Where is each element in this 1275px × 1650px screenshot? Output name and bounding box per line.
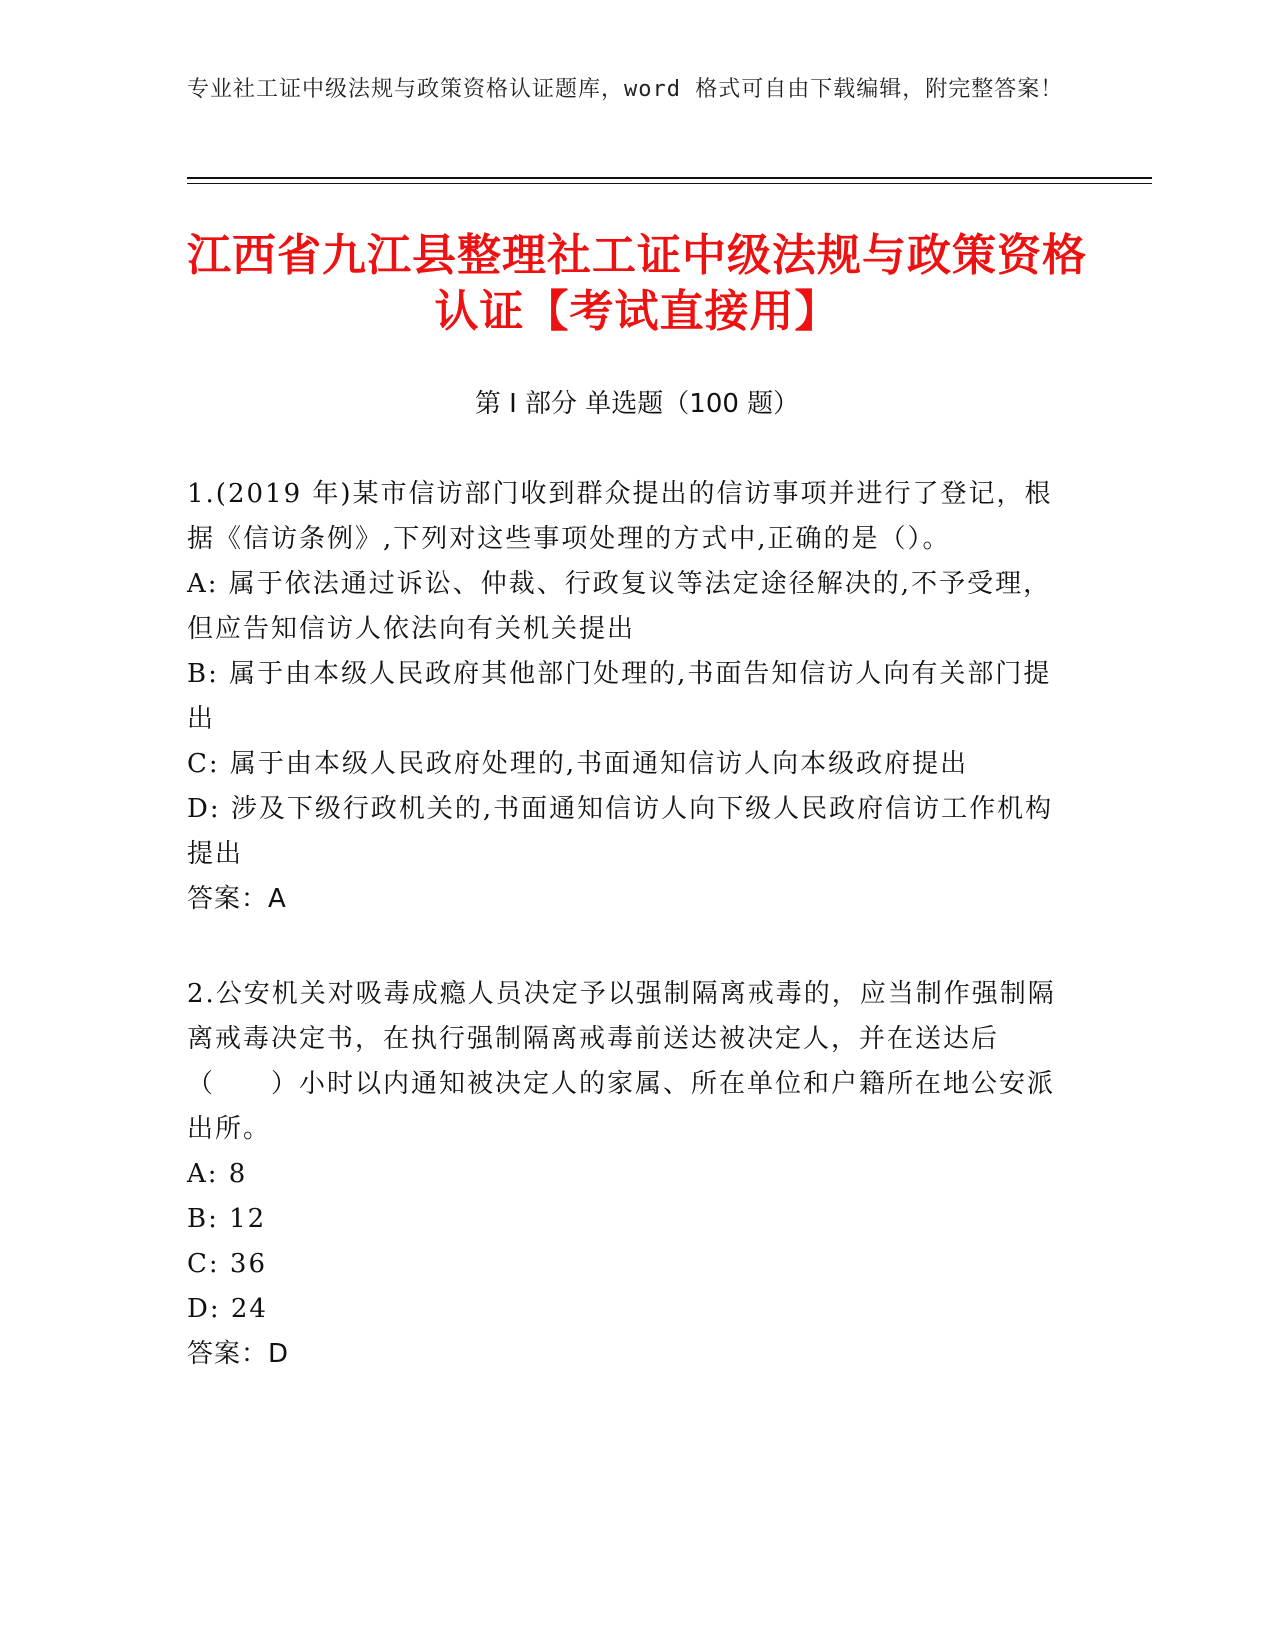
question-stem: 1.(2019 年)某市信访部门收到群众提出的信访事项并进行了登记，根据《信访条例》,下列对这些事项处理的方式中,正确的是（）。: [187, 479, 1053, 554]
header-divider-thin: [187, 183, 1152, 184]
option-c: C: 36: [187, 1249, 268, 1279]
option-c: C: 属于由本级人民政府处理的,书面通知信访人向本级政府提出: [187, 749, 969, 779]
question-stem: 2.公安机关对吸毒成瘾人员决定予以强制隔离戒毒的，应当制作强制隔离戒毒决定书，在执行强制隔离戒毒前送达被决定人，并在送达后（ ）小时以内通知被决定人的家属、所在单位和户籍所在地公安派出所。: [187, 979, 1056, 1144]
answer: 答案：D: [187, 1339, 290, 1369]
option-a: A: 属于依法通过诉讼、仲裁、行政复议等法定途径解决的,不予受理，但应告知信访人依法向有关机关提出: [187, 569, 1052, 644]
option-b: B: 12: [187, 1204, 267, 1234]
option-d: D: 涉及下级行政机关的,书面通知信访人向下级人民政府信访工作机构提出: [187, 794, 1054, 869]
document-title: 江西省九江县整理社工证中级法规与政策资格认证【考试直接用】: [187, 230, 1087, 337]
option-a: A: 8: [187, 1159, 248, 1189]
option-b: B: 属于由本级人民政府其他部门处理的,书面告知信访人向有关部门提出: [187, 659, 1052, 734]
header-divider-thick: [187, 177, 1152, 179]
answer: 答案：A: [187, 884, 287, 914]
question-1: [187, 472, 1067, 922]
option-d: D: 24: [187, 1294, 268, 1324]
question-2: [187, 972, 1067, 1377]
header-note: 专业社工证中级法规与政策资格认证题库，word 格式可自由下载编辑，附完整答案！: [187, 77, 1064, 102]
section-heading: 第 I 部分 单选题（100 题）: [474, 389, 800, 419]
